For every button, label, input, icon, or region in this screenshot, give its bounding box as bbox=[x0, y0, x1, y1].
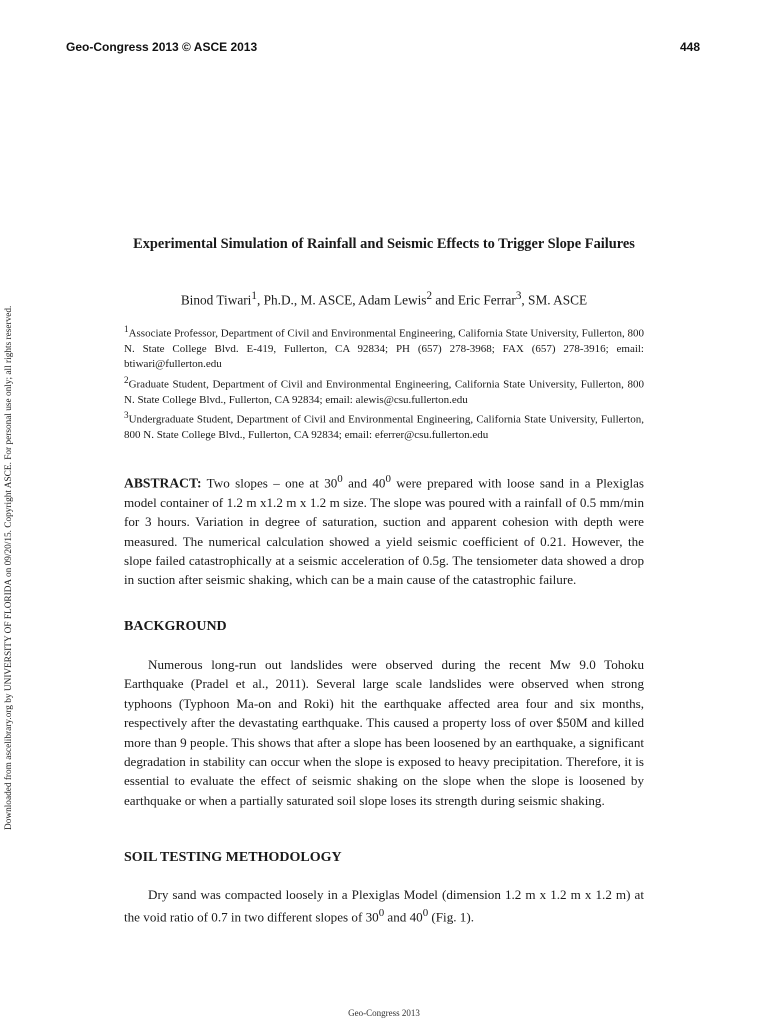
author-name: , Ph.D., M. ASCE, Adam Lewis bbox=[256, 292, 427, 308]
author-superscript: 3 bbox=[515, 290, 522, 302]
soil-testing-text: Dry sand was compacted loosely in a Plexiglas Model (dimension 1.2 m x 1.2 m x 1.2 m) at the void ratio of 0.7 in two different slopes of 30 bbox=[124, 887, 644, 925]
background-paragraph: Numerous long-run out landslides were observed during the recent Mw 9.0 Tohoku Earthquake (Pradel et al., 2011). Several large scale landslides were observed when strong typhoons (Typhoon Ma-on and Roki) hit the earthquake affected area four and six months, respectively after the devastating earthquake. This caused a property loss of over $50M and killed more than 9 people. This shows that after a slope has been loosened by an earthquake, a significant degradation in stability can occur when the slope is exposed to heavy precipitation. Therefore, it is essential to evaluate the effect of seismic shaking on the slope when the slope is loosened by earthquake or when a partially saturated soil slope loses its strength during seismic shaking. bbox=[124, 657, 644, 808]
author-name: Binod Tiwari bbox=[180, 292, 252, 308]
affiliation-text: Undergraduate Student, Department of Civil and Environmental Engineering, California State University, Fullerton, 800 N. State College Blvd., Fullerton, CA 92834; email: eferrer@csu.fullerton.edu bbox=[124, 414, 644, 442]
author-superscript: 2 bbox=[426, 290, 433, 302]
affiliation-text: Graduate Student, Department of Civil and Environmental Engineering, California State University, Fullerton, 800 N. State College Blvd., Fullerton, CA 92834; email: alewis@csu.fullerton.edu bbox=[124, 378, 644, 406]
paper-title: Experimental Simulation of Rainfall and Seismic Effects to Trigger Slope Failures bbox=[133, 236, 635, 252]
affiliation-superscript: 1 bbox=[124, 324, 129, 334]
affiliation-2 bbox=[124, 373, 644, 408]
affiliation-superscript: 3 bbox=[124, 410, 129, 421]
degree-superscript: 0 bbox=[385, 473, 391, 485]
degree-superscript: 0 bbox=[422, 907, 429, 920]
author-superscript: 1 bbox=[251, 290, 257, 302]
download-notice bbox=[2, 218, 16, 830]
abstract bbox=[124, 470, 644, 590]
degree-superscript: 0 bbox=[337, 473, 343, 485]
author-name: , SM. ASCE bbox=[521, 292, 588, 308]
section-heading-soil-testing: SOIL TESTING METHODOLOGY bbox=[124, 850, 342, 865]
abstract-text: were prepared with loose sand in a Plexiglas model container of 1.2 m x1.2 m x 1.2 m size. The slope was poured with a rainfall of 0.5 mm/min for 3 hours. Variation in degree of saturation, suction and apparent cohesion with depth were measured. The numerical calculation showed a yield seismic coefficient of 0.21. However, the slope failed catastrophically at a seismic acceleration of 0.5g. The tensiometer data showed a drop in suction after seismic shaking, which can be a main cause of the catastrophic failure. bbox=[124, 475, 644, 588]
affiliation-text: Associate Professor, Department of Civil and Environmental Engineering, California State University, Fullerton, 800 N. State College Blvd. E-419, Fullerton, CA 92834; PH (657) 278-3968; FAX (657) 278-3916; email: btiwari@fullerton.edu bbox=[124, 327, 644, 371]
section-heading-background: BACKGROUND bbox=[124, 619, 227, 634]
soil-testing-text: and 40 bbox=[384, 909, 423, 925]
author-list bbox=[124, 290, 644, 308]
abstract-text: Two slopes – one at 30 bbox=[201, 475, 338, 491]
abstract-text: and 40 bbox=[342, 475, 386, 491]
degree-superscript: 0 bbox=[378, 907, 385, 920]
author-name: and Eric Ferrar bbox=[432, 292, 516, 308]
page-footer: Geo-Congress 2013 bbox=[348, 1008, 420, 1018]
affiliations bbox=[124, 322, 644, 444]
page-number: 448 bbox=[679, 40, 700, 54]
affiliation-3 bbox=[124, 408, 644, 443]
abstract-label: ABSTRACT: bbox=[124, 475, 202, 491]
download-notice-text: Downloaded from ascelibrary.org by UNIVERSITY OF FLORIDA on 09/20/15. Copyright ASCE. For personal use only; all rights reserved. bbox=[4, 305, 14, 830]
soil-testing-text: (Fig. 1). bbox=[428, 909, 474, 925]
soil-testing-paragraph bbox=[124, 885, 644, 927]
affiliation-1 bbox=[124, 322, 644, 373]
affiliation-superscript: 2 bbox=[124, 374, 129, 385]
running-header: Geo-Congress 2013 © ASCE 2013 bbox=[66, 40, 258, 54]
